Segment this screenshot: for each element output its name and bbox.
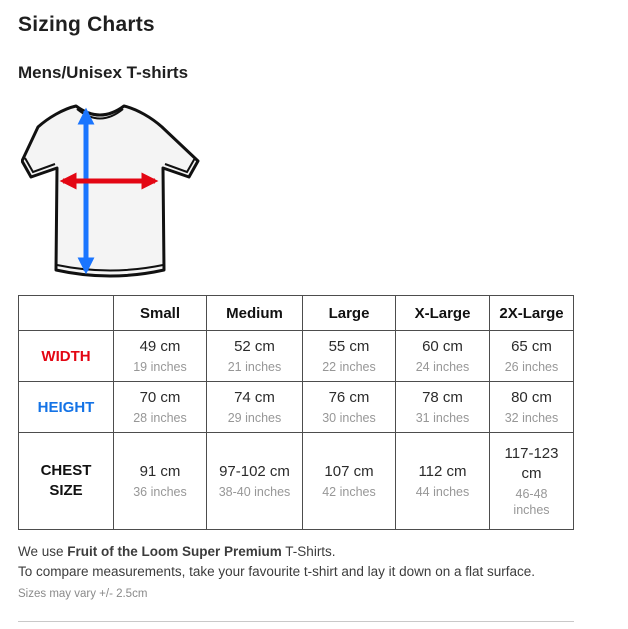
- cell-cm: 117-123 cm: [504, 445, 559, 483]
- height-2xlarge-cell: [490, 382, 574, 433]
- cell-inches: 21 inches: [227, 359, 282, 374]
- footer-line1-prefix: We use: [18, 544, 68, 559]
- brand-name: Fruit of the Loom Super Premium: [67, 544, 282, 559]
- corner-header: [19, 296, 114, 331]
- cell-inches: 28 inches: [133, 410, 187, 425]
- cell-cm: 60 cm: [422, 338, 463, 356]
- height-medium-cell: [207, 382, 303, 433]
- cell-cm: 49 cm: [139, 338, 181, 356]
- cell-inches: 31 inches: [415, 410, 470, 425]
- tshirt-measurement-diagram: [21, 91, 203, 287]
- cell-inches: 26 inches: [504, 359, 559, 374]
- cell-inches: 46-48 inches: [513, 486, 550, 517]
- cell-inches: 36 inches: [133, 484, 187, 499]
- chest-medium-cell: [207, 433, 303, 530]
- tshirt-illustration: [21, 91, 203, 287]
- cell-cm: 70 cm: [139, 389, 181, 407]
- width-row-label: WIDTH: [19, 331, 114, 382]
- column-header-2xlarge: 2X-Large: [490, 296, 574, 331]
- cell-cm: 74 cm: [234, 389, 275, 407]
- width-xlarge-cell: [396, 331, 490, 382]
- chest-large-cell: [303, 433, 396, 530]
- chest-xlarge-cell: [396, 433, 490, 530]
- cell-cm: 78 cm: [422, 389, 463, 407]
- cell-inches: 44 inches: [415, 484, 470, 499]
- page-title: Sizing Charts: [18, 13, 155, 36]
- cell-inches: 29 inches: [227, 410, 282, 425]
- width-2xlarge-cell: [490, 331, 574, 382]
- cell-cm: 80 cm: [511, 389, 552, 407]
- size-variance-note: Sizes may vary +/- 2.5cm: [18, 587, 148, 600]
- column-header-small: Small: [114, 296, 207, 331]
- width-medium-cell: [207, 331, 303, 382]
- width-row: [19, 331, 574, 382]
- cell-inches: 30 inches: [322, 410, 376, 425]
- height-xlarge-cell: [396, 382, 490, 433]
- header-row: [19, 296, 574, 331]
- chest-2xlarge-cell: [490, 433, 574, 530]
- cell-cm: 97-102 cm: [219, 463, 290, 481]
- height-large-cell: [303, 382, 396, 433]
- cell-cm: 76 cm: [328, 389, 370, 407]
- height-row-label: HEIGHT: [19, 382, 114, 433]
- cell-inches: 42 inches: [322, 484, 376, 499]
- cell-inches: 19 inches: [133, 359, 187, 374]
- cell-inches: 38-40 inches: [218, 484, 291, 499]
- width-small-cell: [114, 331, 207, 382]
- column-header-medium: Medium: [207, 296, 303, 331]
- cell-inches: 22 inches: [322, 359, 376, 374]
- cell-cm: 52 cm: [234, 338, 275, 356]
- cell-inches: 32 inches: [504, 410, 559, 425]
- cell-inches: 24 inches: [415, 359, 470, 374]
- cell-cm: 112 cm: [418, 463, 467, 481]
- column-header-large: Large: [303, 296, 396, 331]
- footer-line-1: [18, 542, 610, 562]
- cell-cm: 107 cm: [324, 463, 374, 481]
- footer-line-2: To compare measurements, take your favourite t-shirt and lay it down on a flat surface.: [18, 564, 535, 580]
- height-small-cell: [114, 382, 207, 433]
- height-row: [19, 382, 574, 433]
- chest-small-cell: [114, 433, 207, 530]
- footer-line1-suffix: T-Shirts.: [281, 544, 336, 559]
- width-large-cell: [303, 331, 396, 382]
- column-header-xlarge: X-Large: [396, 296, 490, 331]
- tshirt-outline: [22, 106, 198, 276]
- cell-cm: 55 cm: [328, 338, 370, 356]
- cell-cm: 65 cm: [511, 338, 552, 356]
- footer-text: [18, 542, 610, 603]
- chest-size-row: [19, 433, 574, 530]
- sizing-table: [18, 295, 574, 530]
- section-subtitle: Mens/Unisex T-shirts: [18, 63, 189, 82]
- cell-cm: 91 cm: [139, 463, 181, 481]
- bottom-divider: [18, 621, 574, 622]
- chest-row-label: CHEST SIZE: [19, 433, 114, 530]
